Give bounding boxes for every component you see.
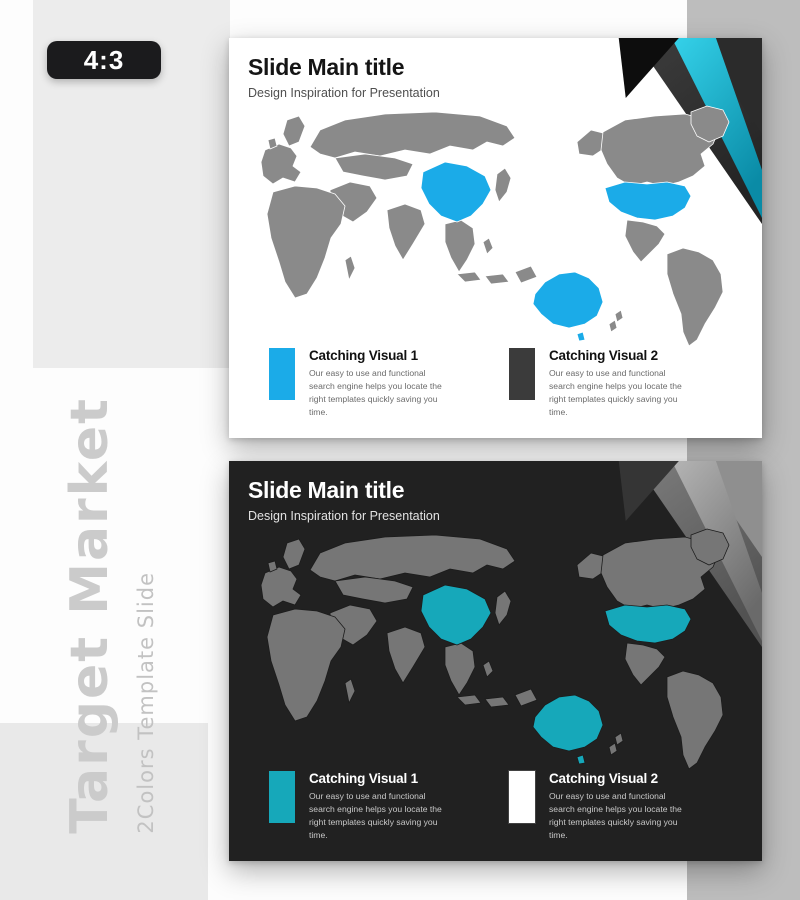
visual-callout-2 <box>509 348 689 419</box>
slide-preview-light[interactable] <box>229 38 762 438</box>
visual-callout-1 <box>269 771 449 842</box>
template-name-vertical-title: Target Market <box>60 397 120 834</box>
world-map <box>235 102 755 352</box>
slide-subtitle: Design Inspiration for Presentation <box>248 509 440 523</box>
visual-heading: Catching Visual 1 <box>309 348 418 363</box>
slide-preview-dark[interactable] <box>229 461 762 861</box>
color-swatch-1 <box>269 771 295 823</box>
slide-title: Slide Main title <box>248 54 405 80</box>
visual-callouts-row <box>269 771 689 842</box>
visual-body: Our easy to use and functional search engine helps you locate the right templates quickly saving you time. <box>309 368 442 417</box>
color-swatch-1 <box>269 348 295 400</box>
visual-body: Our easy to use and functional search engine helps you locate the right templates quickly saving you time. <box>549 791 682 840</box>
aspect-ratio-badge: 4:3 <box>47 41 161 79</box>
visual-body: Our easy to use and functional search engine helps you locate the right templates quickly saving you time. <box>549 368 682 417</box>
visual-heading: Catching Visual 1 <box>309 771 418 786</box>
color-swatch-2 <box>509 771 535 823</box>
world-map <box>235 525 755 775</box>
slide-title: Slide Main title <box>248 477 405 503</box>
visual-heading: Catching Visual 2 <box>549 348 658 363</box>
visual-callouts-row <box>269 348 689 419</box>
visual-callout-1 <box>269 348 449 419</box>
template-type-vertical-subtitle: 2Colors Template Slide <box>134 572 158 834</box>
visual-heading: Catching Visual 2 <box>549 771 658 786</box>
slide-subtitle: Design Inspiration for Presentation <box>248 86 440 100</box>
visual-body: Our easy to use and functional search engine helps you locate the right templates quickly saving you time. <box>309 791 442 840</box>
visual-callout-2 <box>509 771 689 842</box>
color-swatch-2 <box>509 348 535 400</box>
